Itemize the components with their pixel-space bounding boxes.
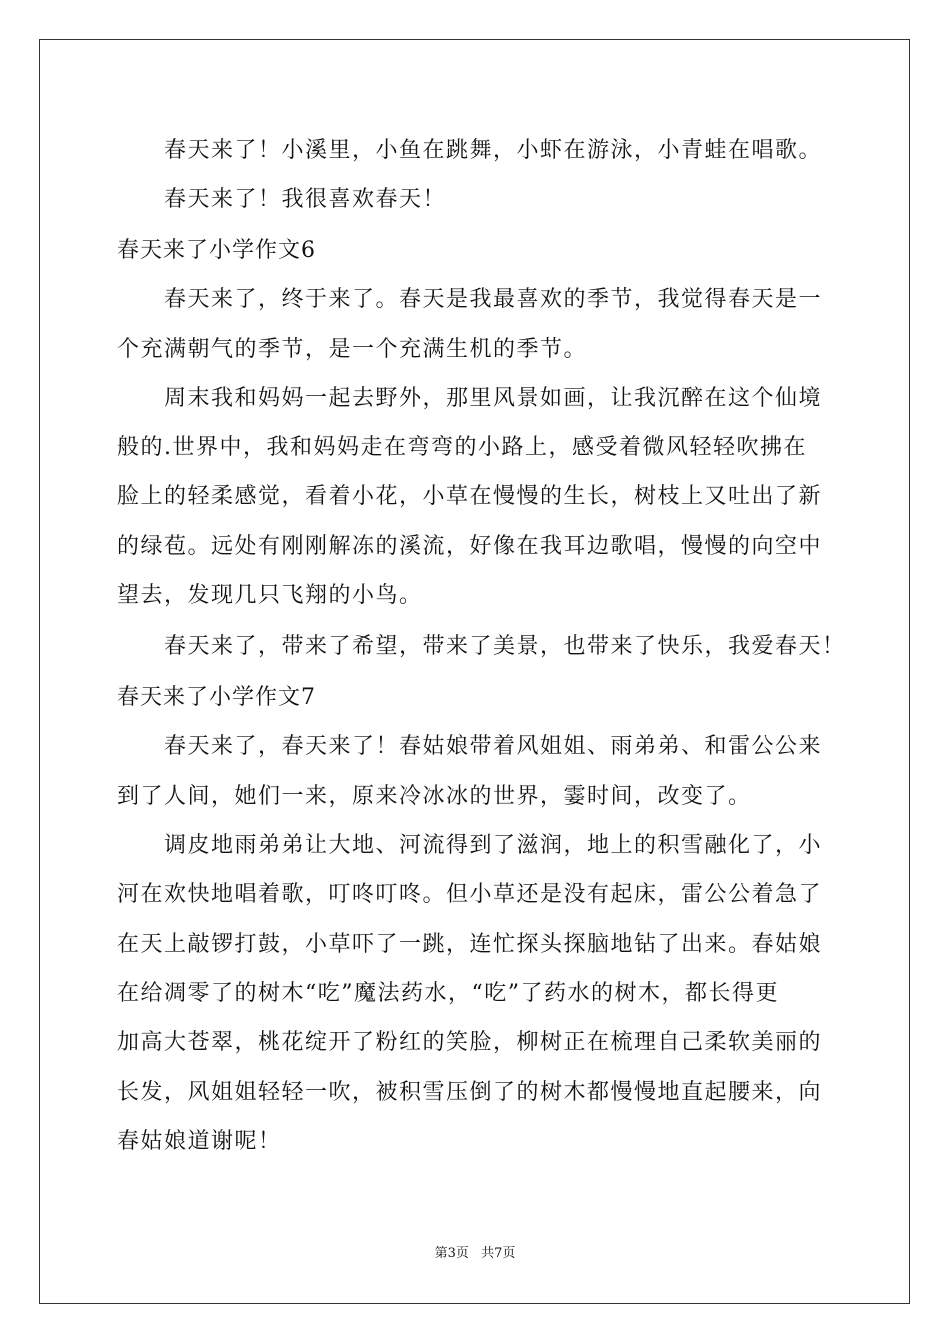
page-footer — [0, 1245, 950, 1263]
paragraph-line: 春天来了！我很喜欢春天！ — [164, 187, 447, 212]
paragraph-line: 春天来了，带来了希望，带来了美景，也带来了快乐，我爱春天！ — [164, 634, 846, 659]
paragraph-line: 脸上的轻柔感觉，看着小花，小草在慢慢的生长，树枝上又吐出了新 — [117, 484, 823, 509]
paragraph-line: 春姑娘道谢呢！ — [117, 1129, 282, 1154]
paragraph-line: 春天来了，终于来了。春天是我最喜欢的季节，我觉得春天是一 — [164, 287, 823, 312]
paragraph-line: 长发，风姐姐轻轻一吹，被积雪压倒了的树木都慢慢地直起腰来，向 — [117, 1080, 823, 1105]
page-total: 共7页 — [481, 1246, 516, 1261]
section-heading: 春天来了小学作文6 — [117, 238, 316, 263]
page-number: 第3页 — [434, 1246, 469, 1261]
paragraph-line: 周末我和妈妈一起去野外，那里风景如画，让我沉醉在这个仙境 — [164, 386, 823, 411]
paragraph-line: 春天来了！小溪里，小鱼在跳舞，小虾在游泳，小青蛙在唱歌。 — [164, 138, 823, 163]
paragraph-line: 春天来了，春天来了！春姑娘带着风姐姐、雨弟弟、和雷公公来 — [164, 734, 823, 759]
page-border — [39, 39, 910, 1304]
paragraph-line: 加高大苍翠，桃花绽开了粉红的笑脸，柳树正在梳理自己柔软美丽的 — [117, 1030, 823, 1055]
paragraph-line: 般的.世界中，我和妈妈走在弯弯的小路上，感受着微风轻轻吹拂在 — [117, 435, 807, 460]
section-heading: 春天来了小学作文7 — [117, 685, 316, 710]
paragraph-line: 在给凋零了的树木“吃”魔法药水，“吃”了药水的树木，都长得更 — [117, 981, 779, 1006]
paragraph-line: 到了人间，她们一来，原来冷冰冰的世界，霎时间，改变了。 — [117, 784, 752, 809]
paragraph-line: 在天上敲锣打鼓，小草吓了一跳，连忙探头探脑地钻了出来。春姑娘 — [117, 932, 823, 957]
paragraph-line: 河在欢快地唱着歌，叮咚叮咚。但小草还是没有起床，雷公公着急了 — [117, 882, 823, 907]
paragraph-line: 望去，发现几只飞翔的小鸟。 — [117, 583, 423, 608]
paragraph-line: 调皮地雨弟弟让大地、河流得到了滋润，地上的积雪融化了，小 — [164, 833, 823, 858]
paragraph-line: 的绿苞。远处有刚刚解冻的溪流，好像在我耳边歌唱，慢慢的向空中 — [117, 534, 823, 559]
paragraph-line: 个充满朝气的季节，是一个充满生机的季节。 — [117, 337, 588, 362]
